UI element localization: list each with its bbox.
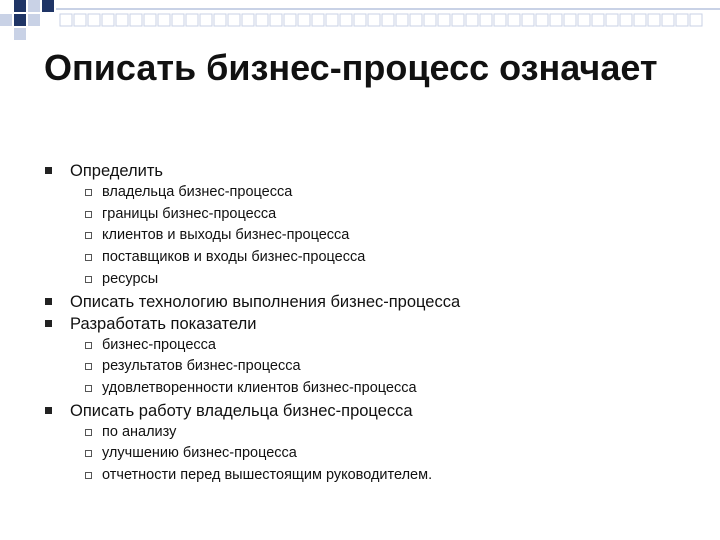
hollow-square-bullet-icon	[85, 429, 92, 436]
square-bullet-icon	[45, 167, 52, 174]
bullet-item	[44, 400, 684, 487]
hollow-square-bullet-icon	[85, 232, 92, 239]
hollow-square-bullet-icon	[85, 363, 92, 370]
sub-bullet-item	[70, 335, 684, 357]
bullet-text: Определить	[70, 162, 164, 180]
sub-bullet-text: по анализу	[102, 423, 177, 440]
hollow-square-bullet-icon	[85, 385, 92, 392]
sub-bullet-text: отчетности перед вышестоящим руководителем.	[102, 467, 433, 484]
hollow-square-bullet-icon	[85, 254, 92, 261]
square-bullet-icon	[45, 320, 52, 327]
hollow-square-bullet-icon	[85, 472, 92, 479]
sub-bullet-text: удовлетворенности клиентов бизнес-процесса	[102, 379, 417, 396]
sub-bullet-list	[70, 182, 684, 291]
bullet-text: Описать технологию выполнения бизнес-процесса	[70, 292, 461, 311]
sub-bullet-list	[70, 335, 684, 400]
hollow-square-bullet-icon	[85, 450, 92, 457]
sub-bullet-text: улучшению бизнес-процесса	[102, 445, 297, 462]
sub-bullet-text: бизнес-процесса	[102, 336, 216, 353]
hollow-square-bullet-icon	[85, 342, 92, 349]
sub-bullet-text: границы бизнес-процесса	[102, 205, 277, 222]
sub-bullet-text: клиентов и выходы бизнес-процесса	[102, 227, 350, 244]
sub-bullet-item	[70, 422, 684, 444]
main-bullet-list	[44, 160, 684, 487]
bullet-list-container	[44, 160, 684, 487]
square-bullet-icon	[45, 407, 52, 414]
sub-bullet-text: ресурсы	[102, 270, 159, 287]
sub-bullet-text: владельца бизнес-процесса	[102, 184, 293, 200]
bullet-text: Разработать показатели	[70, 314, 257, 333]
hollow-square-bullet-icon	[85, 211, 92, 218]
sub-bullet-item	[70, 204, 684, 226]
sub-bullet-item	[70, 465, 684, 487]
bullet-item	[44, 160, 684, 291]
checker-decoration	[0, 0, 720, 42]
bullet-item	[44, 313, 684, 400]
sub-bullet-text: поставщиков и входы бизнес-процесса	[102, 249, 366, 266]
sub-bullet-text: результатов бизнес-процесса	[102, 358, 301, 375]
sub-bullet-item	[70, 225, 684, 247]
slide-title: Описать бизнес-процесс означает	[44, 47, 658, 88]
bullet-text: Описать работу владельца бизнес-процесса	[70, 401, 413, 420]
sub-bullet-item	[70, 356, 684, 378]
sub-bullet-item	[70, 269, 684, 291]
hollow-square-bullet-icon	[85, 189, 92, 196]
sub-bullet-list	[70, 422, 684, 487]
square-bullet-icon	[45, 298, 52, 305]
hollow-square-bullet-icon	[85, 276, 92, 283]
sub-bullet-item	[70, 247, 684, 269]
sub-bullet-item	[70, 443, 684, 465]
sub-bullet-item	[70, 378, 684, 400]
bullet-item	[44, 291, 684, 313]
sub-bullet-item	[70, 182, 684, 204]
